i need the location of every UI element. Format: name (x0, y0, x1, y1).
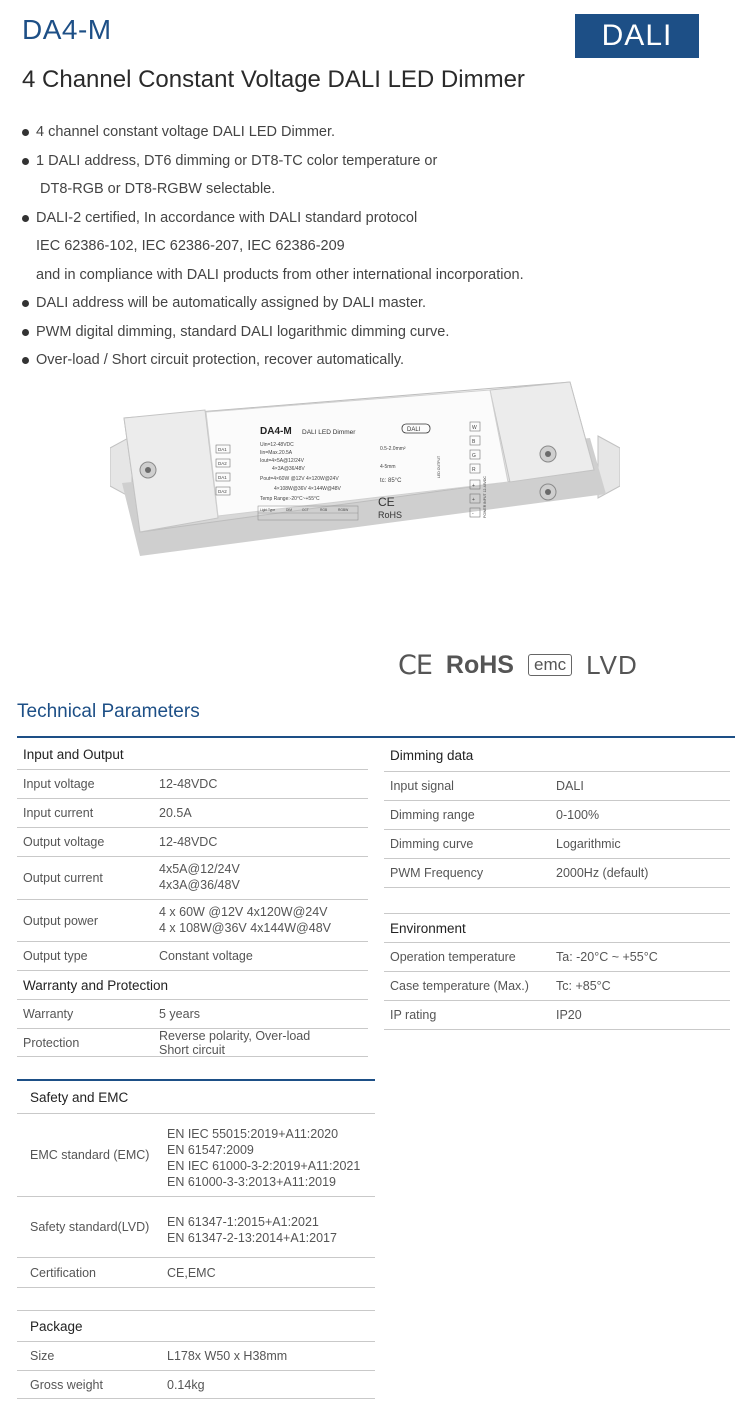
rohs-logo: RoHS (445, 650, 514, 679)
svg-text:RGBW: RGBW (338, 508, 349, 512)
emc-logo: emc (528, 654, 572, 676)
table-row: Output power 4 x 60W @12V 4x120W@24V 4 x 108W@36V 4x144W@48V (17, 900, 368, 942)
feature-item: 4 channel constant voltage DALI LED Dimmer. (22, 118, 712, 147)
svg-text:CE: CE (378, 495, 395, 509)
table-row: Output voltage 12-48VDC (17, 828, 368, 857)
svg-text:CCT: CCT (302, 508, 309, 512)
svg-text:RoHS: RoHS (378, 510, 403, 520)
table-row: Gross weight 0.14kg (17, 1371, 375, 1399)
svg-text:+: + (472, 497, 475, 503)
svg-text:Iout=4×5A@12/24V: Iout=4×5A@12/24V (260, 458, 304, 464)
table-row: Dimming range 0-100% (384, 801, 730, 830)
table-row: Input current 20.5A (17, 799, 368, 828)
section-header: Environment (384, 914, 730, 943)
table-row: Input voltage 12-48VDC (17, 770, 368, 799)
ce-logo: CE (398, 649, 432, 681)
table-row: IP rating IP20 (384, 1001, 730, 1030)
svg-text:Temp Range:-20°C~+55°C: Temp Range:-20°C~+55°C (260, 496, 320, 502)
table-row: Input signal DALI (384, 772, 730, 801)
section-header: Package (17, 1311, 375, 1342)
table-spacer (384, 888, 730, 914)
table-row: Dimming curve Logarithmic (384, 830, 730, 859)
feature-item: PWM digital dimming, standard DALI logarithmic dimming curve. (22, 318, 712, 347)
svg-text:G: G (472, 453, 476, 459)
svg-text:4-5mm: 4-5mm (380, 464, 396, 470)
table-spacer (17, 1288, 375, 1311)
safety-package-table (17, 1079, 375, 1401)
table-row: Certification CE,EMC (17, 1258, 375, 1288)
svg-text:DA1: DA1 (218, 447, 227, 452)
svg-text:R: R (472, 467, 476, 473)
table-row: Operation temperature Ta: -20°C ~ +55°C (384, 943, 730, 972)
svg-text:0.5-2.0mm²: 0.5-2.0mm² (380, 446, 406, 452)
svg-text:tc: 85°C: tc: 85°C (380, 478, 402, 484)
svg-text:-: - (472, 511, 474, 517)
svg-text:DIM: DIM (286, 508, 293, 512)
svg-text:LED OUTPUT: LED OUTPUT (437, 455, 441, 478)
feature-list (22, 118, 712, 375)
table-row: Output type Constant voltage (17, 942, 368, 971)
section-header: Input and Output (17, 740, 368, 770)
section-header: Dimming data (384, 740, 730, 772)
svg-text:DA2: DA2 (218, 461, 227, 466)
lvd-logo: LVD (586, 649, 638, 680)
table-row: PWM Frequency 2000Hz (default) (384, 859, 730, 888)
feature-item: Over-load / Short circuit protection, recover automatically. (22, 346, 712, 375)
technical-parameters-title: Technical Parameters (17, 701, 200, 722)
svg-text:W: W (472, 425, 477, 431)
table-row: Output current 4x5A@12/24V 4x3A@36/48V (17, 857, 368, 900)
svg-text:Pout=4×60W @12V 4×120W@24V: Pout=4×60W @12V 4×120W@24V (260, 476, 339, 482)
section-header: Safety and EMC (17, 1081, 375, 1114)
input-output-table (17, 740, 368, 1060)
table-row: Warranty 5 years (17, 1000, 368, 1029)
svg-text:Light Type: Light Type (260, 508, 276, 512)
dali-badge: DALI (575, 14, 699, 58)
device-label-model: DA4-M (260, 426, 292, 437)
table-row: Case temperature (Max.) Tc: +85°C (384, 972, 730, 1001)
device-label-logo: DALI (407, 427, 421, 433)
feature-item: 1 DALI address, DT6 dimming or DT8-TC color temperature or DT8-RGB or DT8-RGBW selectable. (22, 147, 712, 204)
svg-text:Iin=Max.20.5A: Iin=Max.20.5A (260, 450, 293, 456)
svg-text:Uin=12-48VDC: Uin=12-48VDC (260, 442, 294, 448)
svg-text:+: + (472, 483, 475, 489)
product-image (110, 378, 620, 578)
title-rule (17, 736, 735, 738)
table-row: Protection Reverse polarity, Over-load Short circuit (17, 1029, 368, 1057)
table-row: Safety standard(LVD) EN 61347-1:2015+A1:2021 EN 61347-2-13:2014+A1:2017 (17, 1197, 375, 1258)
svg-text:B: B (472, 439, 476, 445)
svg-text:DA2: DA2 (218, 489, 227, 494)
svg-text:4×3A@36/48V: 4×3A@36/48V (272, 466, 305, 472)
svg-text:DA1: DA1 (218, 475, 227, 480)
svg-text:RGB: RGB (320, 508, 328, 512)
svg-text:POWER INPUT 12-48VDC: POWER INPUT 12-48VDC (483, 476, 487, 518)
certification-logos (398, 645, 638, 685)
product-model: DA4-M (22, 14, 112, 45)
product-subtitle: 4 Channel Constant Voltage DALI LED Dimmer (22, 66, 525, 93)
svg-text:4×108W@36V 4×144W@48V: 4×108W@36V 4×144W@48V (274, 486, 341, 492)
dimming-environment-table (384, 740, 730, 1040)
table-row: Size L178x W50 x H38mm (17, 1342, 375, 1371)
feature-item: DALI address will be automatically assigned by DALI master. (22, 289, 712, 318)
feature-item: DALI-2 certified, In accordance with DALI standard protocol IEC 62386-102, IEC 62386-207, IEC 62386-209 and in compliance with DALI products from other international incorporation. (22, 204, 712, 290)
table-row: EMC standard (EMC) EN IEC 55015:2019+A11:2020 EN 61547:2009 EN IEC 61000-3-2:2019+A11:2021 EN 61000-3-3:2013+A11:2019 (17, 1114, 375, 1197)
section-header: Warranty and Protection (17, 971, 368, 1000)
device-label-name: DALI LED Dimmer (302, 429, 356, 436)
